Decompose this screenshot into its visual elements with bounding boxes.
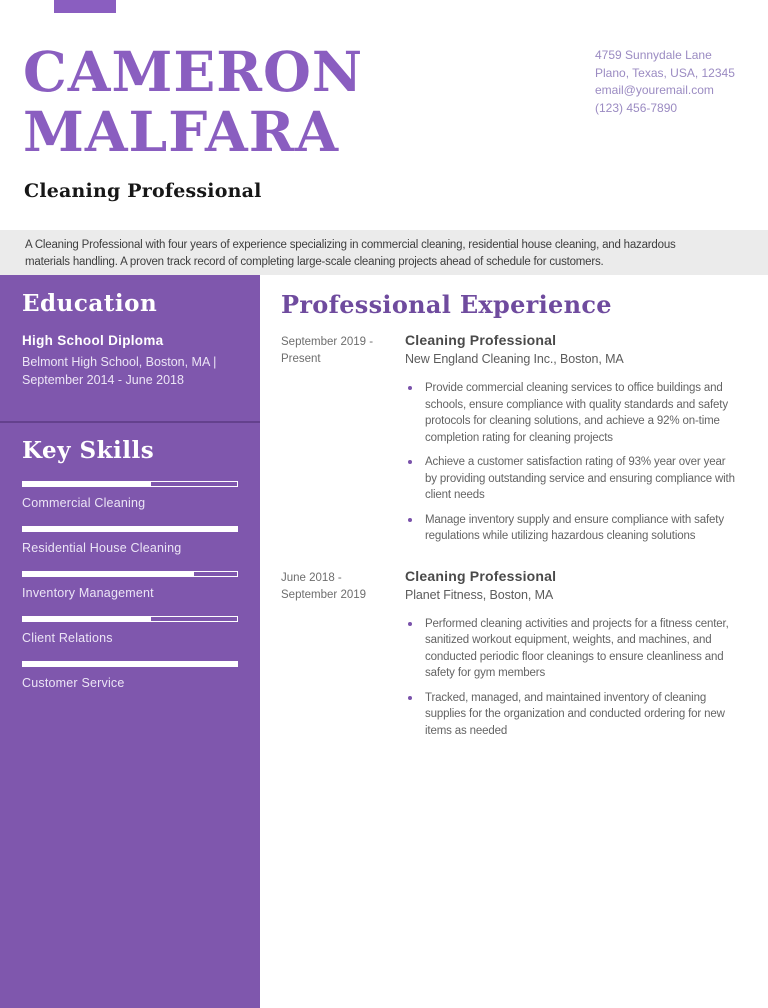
skill-level-bar [22, 526, 238, 532]
job-date-start: September 2019 - [281, 336, 374, 348]
skills-list [22, 481, 238, 690]
key-skills-heading: Key Skills [22, 437, 155, 464]
skill-level-fill [23, 662, 237, 666]
job-company: New England Cleaning Inc., Boston, MA [405, 352, 624, 366]
job-bullet [405, 616, 739, 682]
contact-phone: (123) 456-7890 [595, 100, 678, 115]
education-school: Belmont High School, Boston, MA | [22, 355, 217, 369]
candidate-name [23, 39, 364, 164]
skill-level-bar [22, 661, 238, 667]
bullet-dot-icon [408, 622, 412, 626]
job-title: Cleaning Professional [405, 332, 557, 348]
bullet-dot-icon [408, 460, 412, 464]
skill-label: Inventory Management [22, 586, 154, 600]
skill-level-fill [23, 617, 151, 621]
skill-item [22, 571, 238, 600]
education-dates: September 2014 - June 2018 [22, 373, 184, 387]
bullet-dot-icon [408, 696, 412, 700]
experience-entry [281, 568, 754, 748]
skill-level-fill [23, 482, 151, 486]
contact-address-line2: Plano, Texas, USA, 12345 [595, 65, 735, 80]
job-bullet-text: Tracked, managed, and maintained inventory of cleaning supplies for the organization and conducted ordering for new items as needed [425, 691, 725, 737]
skill-label: Residential House Cleaning [22, 541, 182, 555]
contact-block [595, 47, 735, 117]
skill-level-bar [22, 481, 238, 487]
job-dates [281, 568, 405, 748]
skill-label: Client Relations [22, 631, 113, 645]
job-bullet [405, 380, 739, 446]
skill-item [22, 661, 238, 690]
top-accent-bar [54, 0, 116, 13]
job-bullet [405, 512, 739, 545]
job-dates [281, 332, 405, 553]
resume-body [0, 275, 768, 1008]
candidate-first-name: CAMERON [23, 39, 364, 104]
job-bullet [405, 454, 739, 504]
skill-label: Commercial Cleaning [22, 496, 146, 510]
skill-item [22, 481, 238, 510]
sidebar-divider [0, 421, 260, 423]
experience-entry [281, 332, 754, 553]
summary-section [0, 230, 768, 275]
skill-level-fill [23, 572, 194, 576]
job-bullet-text: Manage inventory supply and ensure compliance with safety regulations while utilizing hazardous cleaning solutions [425, 513, 724, 542]
education-heading: Education [22, 290, 158, 317]
job-company: Planet Fitness, Boston, MA [405, 587, 554, 602]
job-date-end: Present [281, 353, 321, 365]
job-bullet-text: Provide commercial cleaning services to office buildings and schools, ensure compliance with quality standards and safety protocols for cleaning solutions, and achieve a 92% on-time completion rating for cleaning projects [425, 382, 728, 444]
bullet-dot-icon [408, 518, 412, 522]
skill-level-fill [23, 527, 237, 531]
skill-item [22, 526, 238, 555]
job-bullet [405, 690, 739, 740]
candidate-job-title: Cleaning Professional [24, 180, 262, 202]
job-details [405, 332, 754, 553]
job-bullet-text: Performed cleaning activities and projects for a fitness center, sanitized workout equipment, weights, and machines, and conducted periodic floor cleanings to ensure cleanliness and safety for gym members [425, 617, 729, 679]
job-title: Cleaning Professional [405, 567, 557, 584]
job-date-end: September 2019 [281, 588, 367, 601]
skill-level-bar [22, 571, 238, 577]
job-bullet-text: Achieve a customer satisfaction rating of 93% year over year by providing outstanding service and ensuring compliance with client needs [425, 456, 735, 501]
job-date-start: June 2018 - [281, 571, 342, 584]
candidate-last-name: MALFARA [23, 99, 340, 164]
summary-text: A Cleaning Professional with four years of experience specializing in commercial cleaning, residential house cleaning, and hazardous materials handling. A proven track record of completing large-scale cleaning projects ahead of schedule for customers. [25, 239, 676, 268]
jobs-list [281, 332, 754, 747]
skill-label: Customer Service [22, 676, 125, 690]
experience-section [260, 275, 768, 1008]
sidebar [0, 275, 260, 1008]
bullet-dot-icon [408, 386, 412, 390]
experience-heading: Professional Experience [281, 290, 612, 319]
skill-item [22, 616, 238, 645]
job-details [405, 568, 754, 748]
education-degree: High School Diploma [22, 333, 164, 348]
contact-email: email@youremail.com [595, 83, 714, 97]
job-bullets [405, 616, 754, 740]
job-bullets [405, 380, 754, 545]
contact-address-line1: 4759 Sunnydale Lane [595, 48, 712, 62]
skill-level-bar [22, 616, 238, 622]
